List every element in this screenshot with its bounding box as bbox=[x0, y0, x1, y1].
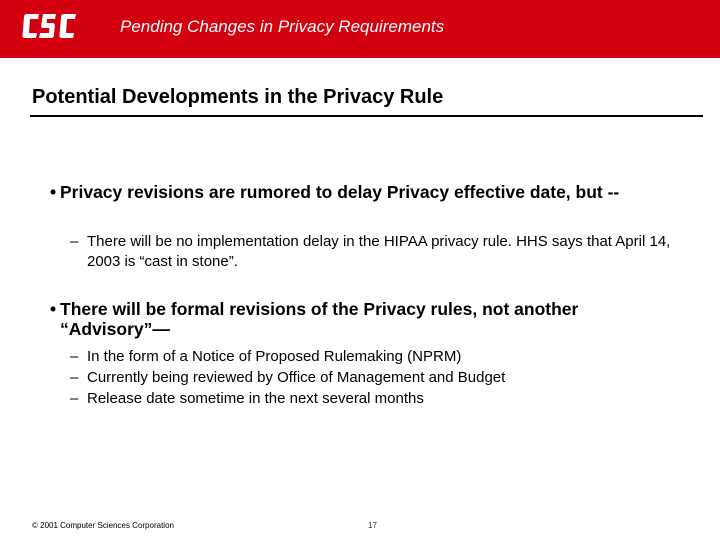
sub-bullet-text: In the form of a Notice of Proposed Rulemaking (NPRM) bbox=[87, 348, 462, 365]
sub-bullet-item bbox=[70, 347, 687, 367]
bullet-text: There will be formal revisions of the Privacy rules, not another “Advisory”— bbox=[60, 299, 579, 339]
bullet-text: Privacy revisions are rumored to delay Privacy effective date, but -- bbox=[60, 182, 620, 202]
sub-bullet-text: There will be no implementation delay in the HIPAA privacy rule. HHS says that April 14, 2003 is “cast in stone”. bbox=[87, 233, 671, 270]
footer-copyright: © 2001 Computer Sciences Corporation bbox=[32, 521, 174, 530]
sub-bullet-marker: – bbox=[70, 348, 79, 365]
bullet-item bbox=[50, 182, 680, 202]
sub-bullet-item bbox=[70, 368, 687, 388]
bullet-marker: • bbox=[50, 182, 57, 202]
header-title: Pending Changes in Privacy Requirements bbox=[120, 17, 445, 36]
page-number: 17 bbox=[368, 521, 377, 530]
sub-bullet-marker: – bbox=[70, 369, 79, 386]
sub-bullet-text: Release date sometime in the next several months bbox=[87, 390, 424, 407]
sub-bullet-marker: – bbox=[70, 233, 79, 250]
bullet-marker: • bbox=[50, 299, 57, 319]
sub-bullet-marker: – bbox=[70, 390, 79, 407]
csc-logo bbox=[22, 11, 76, 41]
slide-title: Potential Developments in the Privacy Rule bbox=[32, 86, 444, 108]
sub-bullet-text: Currently being reviewed by Office of Management and Budget bbox=[87, 369, 506, 386]
title-divider bbox=[30, 115, 703, 117]
sub-bullet-item bbox=[70, 389, 687, 409]
bullet-item bbox=[50, 299, 680, 339]
header-band bbox=[0, 0, 720, 58]
sub-bullet-item bbox=[70, 232, 687, 272]
